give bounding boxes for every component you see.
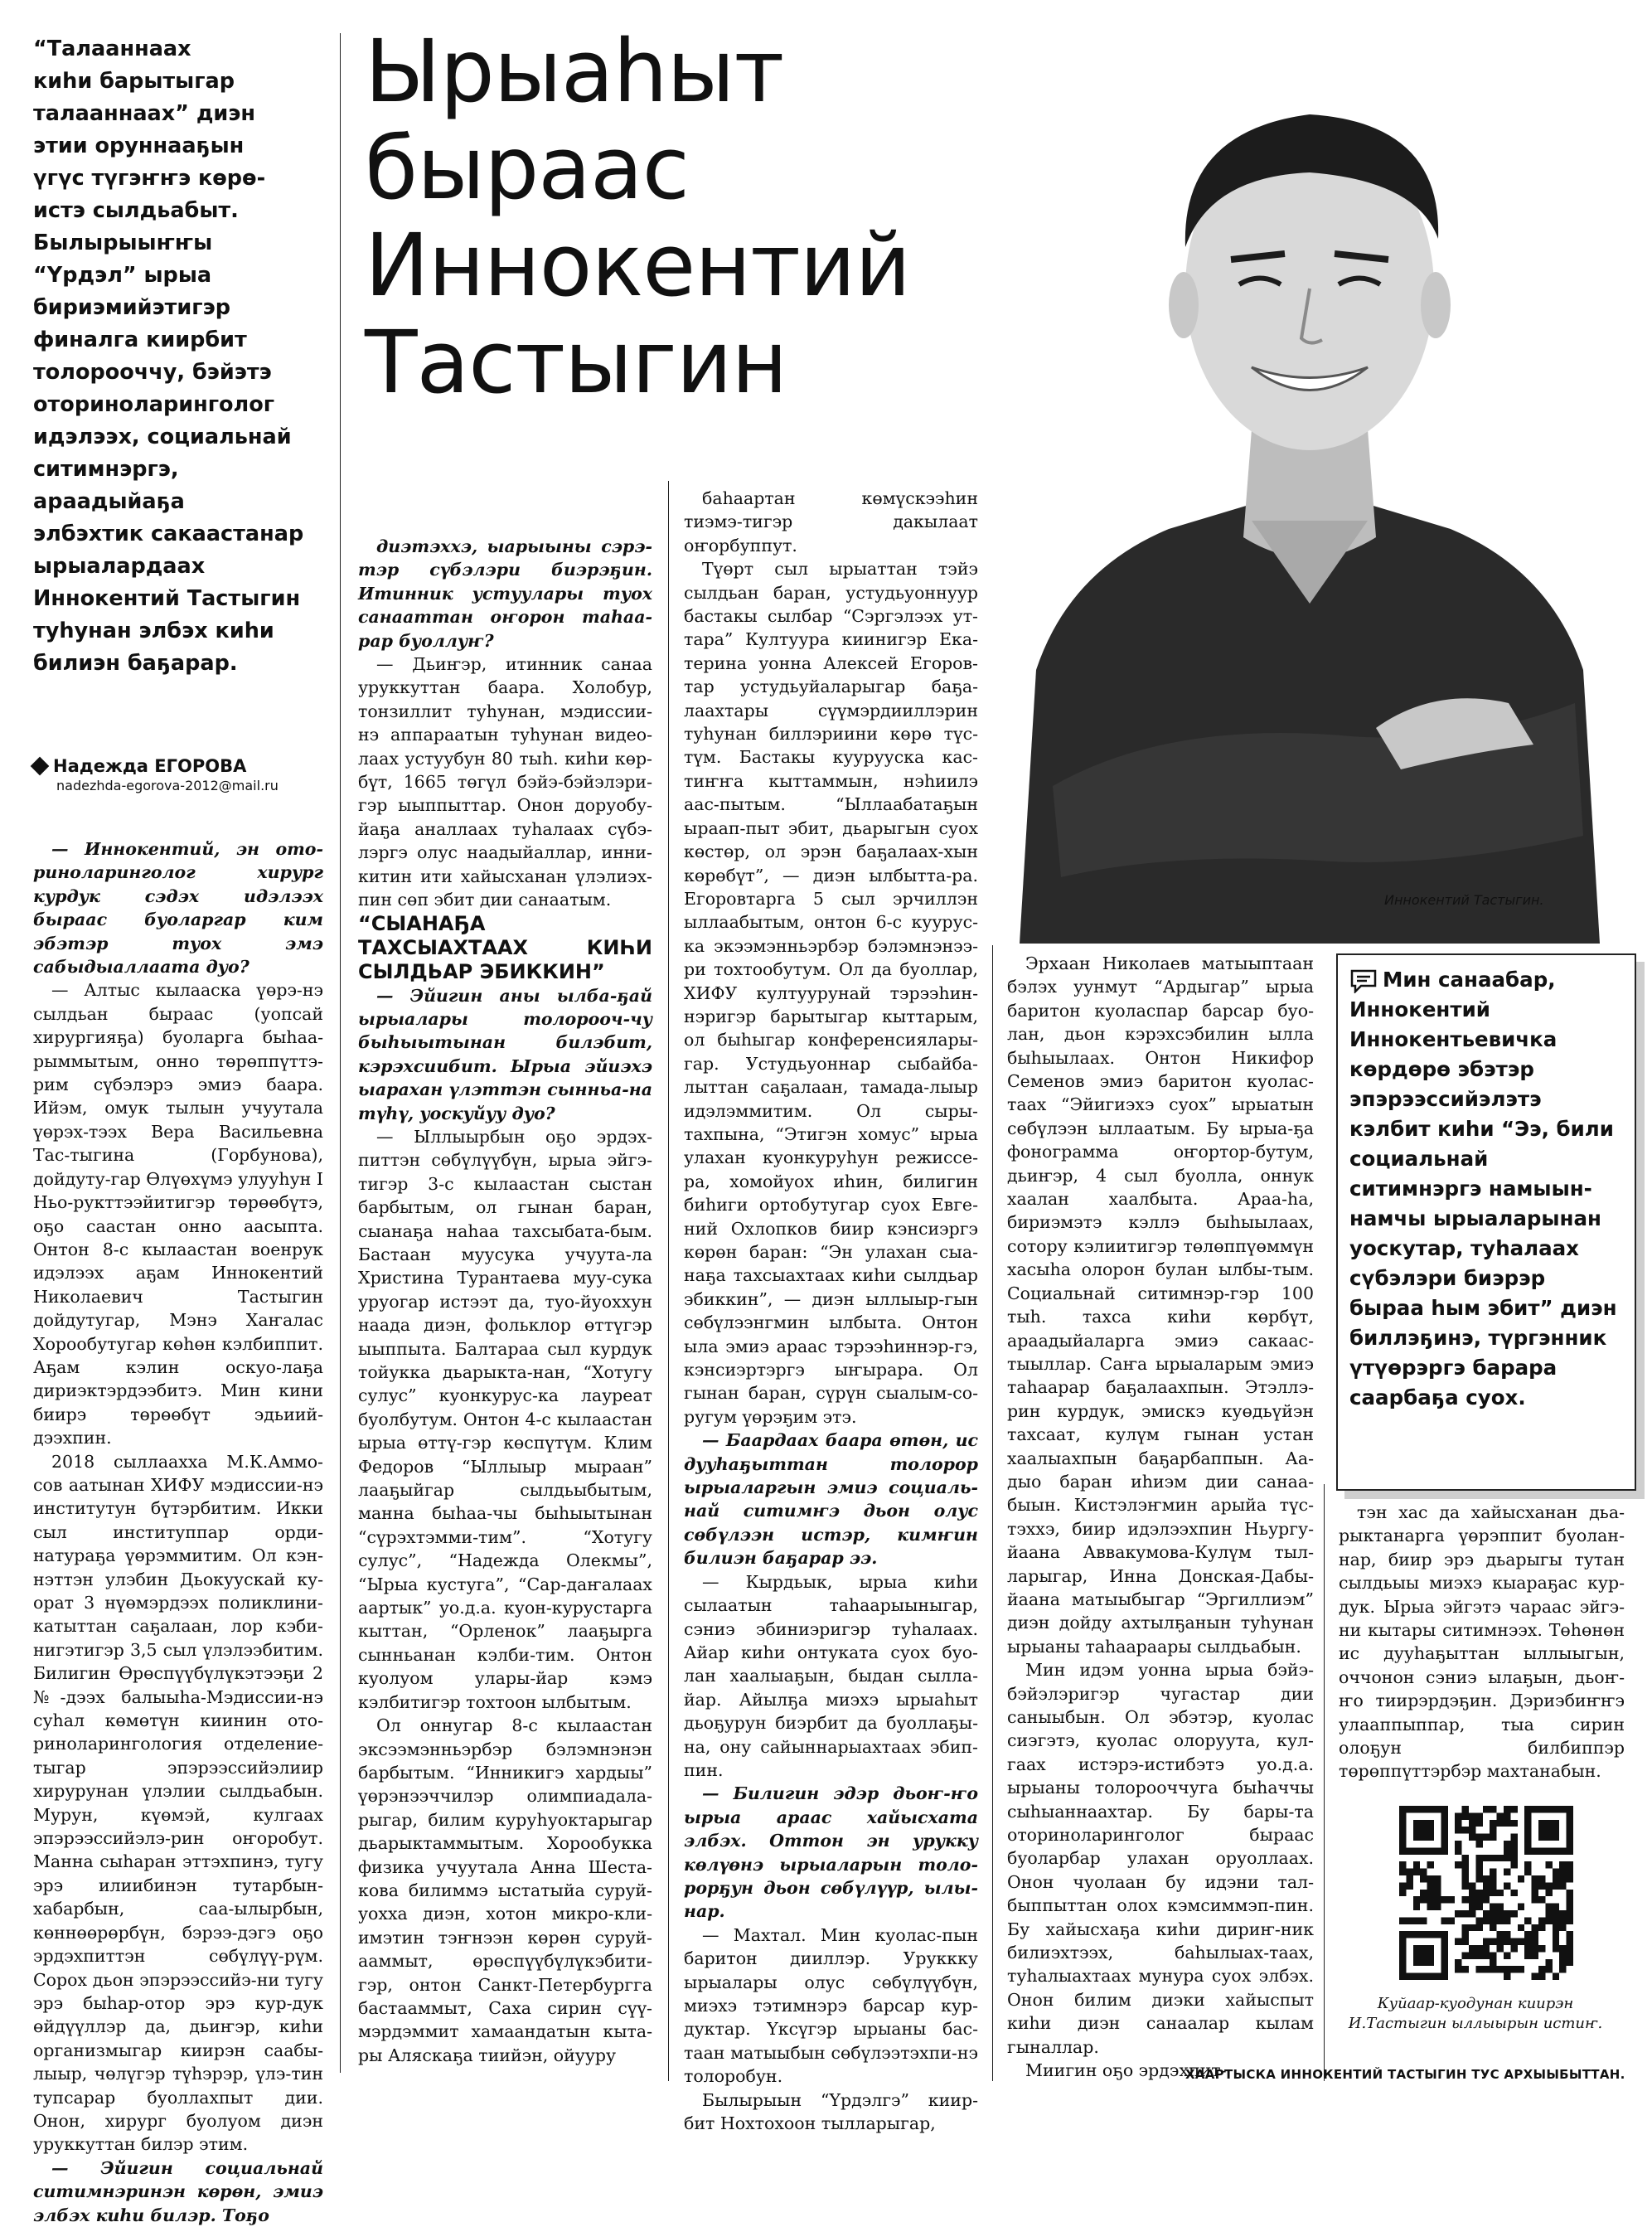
- lead-line: элбэхтик сакаастанар: [33, 522, 304, 546]
- headline-line-3: Иннокентий: [365, 215, 910, 316]
- author-byline: [33, 756, 323, 793]
- column-rule: [1324, 1484, 1325, 2081]
- lead-line: ситимнэргэ,: [33, 457, 179, 482]
- body-paragraph: — Алтыс кылааска үөрэ-нэ сылдьан быраас (уопсай хирургияҕа) буоларга быһаа-рыммытым, онно төрөппүттэ-рим сүбэлэрэ эмиэ баара. Ийэм, омук тылын учуутала үөрэх-тээх Вера Васильевна Тас-тыгина (Горбунова), дойдуту-гар Өлүөхүмэ улууһун I Ньо-рукттээйитигэр төрөөбүтэ, оҕо саастан онно аасыпта. Онтон 8-с кылаастан военрук идэлээх аҕам Иннокентий Николаевич Тастыгин дойдутугар, Мэнэ Хаҥалас Хорообутугар көһөн кэлбиппит. Аҕам кэлин оскуо-лаҕа дириэктэрдээбитэ. Мин кини биирэ төрөөбүт эдьиий-дээхпин.: [33, 980, 323, 1448]
- body-paragraph: — Кырдьык, ырыа киһи сылаатын таһаарыыныгар, сэниэ эбиниэригэр туһалаах. Айар киһи онтуката суох буо-лан хаалыаҕын, быдан сылла-йар. Айылҕа миэхэ ырыаһыт дьоҕурун биэрбит да буоллаҕы-на, ону сайыннарыахтаах эбип-пин.: [684, 1571, 978, 1780]
- qr-caption: Куйаар-куодунан киирэн И.Тастыгин ыллыырын истиҥ.: [1348, 1995, 1603, 2032]
- interview-question: — Баардаах баара өтөн, ис дууһаҕыттан толорор ырыаларгын эмиэ социаль-най ситимҥэ дьон олус сөбүлээн истэр, кимҥин билиэн баҕарар ээ.: [684, 1430, 978, 1569]
- photo-credit: ХААРТЫСКА ИННОКЕНТИЙ ТАСТЫГИН ТУС АРХЫЫБЫТТАН.: [1185, 2067, 1625, 2082]
- lead-line: бириэмийэтигэр: [33, 295, 230, 320]
- lead-line: билиэн баҕарар.: [33, 651, 238, 676]
- pull-quote-box: [1336, 953, 1636, 1491]
- text-column-2: [358, 535, 652, 2067]
- diamond-icon: [31, 757, 50, 776]
- body-paragraph: Мин идэм уонна ырыа бэйэ-бэйэлэригэр чугастар дии саныыбын. Ол эбэтэр, куолас сиэгэтэ, куолас олоруута, кул-гаах истэрэ-истибэтэ уо.д.а. ырыаны толорооччуга быһаччы сыһыаннаахтар. Бу бары-та оториноларинголог быраас буоларбар улахан оруоллаах. Онон чуолаан бу идэни тал-быппыттан олох кэмсиммэп-пин. Бу хайысхаҕа киһи дириҥ-ник билиэхтээх, баһылыах-таах, туһалыахтаах мунура суох элбэх. Онон билим диэки хайыспыт киһи диэн санаалар кылам гыналлар.: [1007, 1660, 1314, 2057]
- lead-line: талааннаах” диэн: [33, 101, 256, 126]
- text-column-3: [684, 487, 978, 2135]
- lead-line: “Үрдэл” ырыа: [33, 263, 212, 288]
- body-paragraph: — Ыллыырбын оҕо эрдэх-питтэн сөбүлүүбүн, ырыа эйгэ-тигэр 3-с кылаастан сыстан барбытым, ол гынан баран, сыанаҕа наһаа тахсыбата-бым. Бастаан муусука учуута-ла Христина Турантаева муу-сука уруогар истээт да, туо-йуоххун наада диэн, фольклор өттүгэр ыыппыта. Балтараа сыл курдук тойукка дьарыкта-нан, “Хотугу сулус” куонкурус-ка лауреат буолбутум. Онтон 4-с кылаастан ырыа өттү-гэр көспүтүм. Клим Федоров “Ыллыыр мыраан” лааҕыйгар сылдьыбытым, манна быһаа-чы быһыытынан “сүрэхтэмми-тим”. “Хотугу сулус”, “Надежда Олекмы”, “Ырыа кустуга”, “Сар-даҥалаах аартык” уо.д.а. куон-курустарга кыттан, “Орленок” лааҕырга сынньанан кэлби-тим. Онтон куолуом улары-йар кэмэ кэлбитигэр тохтоон ылбытым.: [358, 1126, 652, 1712]
- lead-line: истэ сылдьабыт.: [33, 198, 239, 223]
- text-column-4: [1007, 952, 1314, 2083]
- lead-line: Былырыыҥҥы: [33, 230, 213, 255]
- column-rule: [340, 33, 341, 2073]
- headline-line-2: быраас: [365, 118, 689, 219]
- lead-line: ырыалардаах: [33, 554, 206, 579]
- body-paragraph: Түөрт сыл ырыаттан тэйэ сылдьан баран, устудьуоннуур бастакы сылбар “Сэргэлээх ут-тара” Култуура киинигэр Ека-терина уонна Алексей Егоров-тар устудьуйаларыгар баҕа-лаахтары сүүмэрдииллэрин туһунан биллэриини көрө түс-түм. Бастакы куурууска кас-тиҥҥа кыттаммын, нэһиилэ аас-пытым. “Ыллаабатаҕын ыраап-пыт эбит, дьарыгын суох көстөр, ол эрэн баҕалаах-хын көрөбүт”, — диэн ылбытта-ра. Егоровтарга 5 сыл эрчиллэн ыллаабытым, онтон 6-с куурус-ка экээмэнньэрбэр бэлэмнэнээ-ри тохтообутум. Ол да буоллар, ХИФУ култуурунай тэрээһин-нэригэр барытыгар кыттарым, ол быһыгар конференсиялары-гар. Устудьуоннар сыбайба-лыттан саҕалаан, тамада-лыыр идэлэммитим. Ол сыры-тахпына, “Этигэн хомус” ырыа улахан куонкуруһун режиссе-ра, хомойуох иһин, билигин биһиги ортобутугар суох Евге-ний Охлопков биир кэнсиэргэ көрөн баран: “Эн улахан сыа-наҕа тахсыахтаах киһи сылдьар эбиккин”, — диэн ыллыыр-гын сөбүлээнгмин ылбыта. Онтон ыла эмиэ араас тэрээһиннэр-гэ, кэнсиэртэргэ ыҥырара. Ол гынан баран, сүрүн сыалым-со-ругум үөрэҕим этэ.: [684, 559, 978, 1427]
- interview-question: — Билигин эдэр дьоҥ-ҥо ырыа араас хайысхата элбэх. Оттон эн урукку көлүөнэ ырыаларын толо-рорҕун дьон сөбүлүүр, ылы-нар.: [684, 1783, 978, 1922]
- body-paragraph: Миигин оҕо эрдэхпит-: [1025, 2060, 1227, 2081]
- text-column-2a: [358, 535, 652, 912]
- interview-question: диэтэххэ, ыарыыны сэрэ-тэр сүбэлэри биэрэҕин. Итинник устуулары туох санааттан оҥорон таһаа-рар буоллуҥ?: [358, 536, 652, 651]
- portrait-photo: [1003, 40, 1616, 944]
- author-name: Надежда ЕГОРОВА: [53, 756, 247, 776]
- author-email: nadezhda-egorova-2012@mail.ru: [56, 778, 279, 793]
- lead-line: киһи барытыгар: [33, 69, 235, 94]
- lead-line: этии оруннааҕын: [33, 133, 245, 158]
- headline-line-1: Ырыаһыт: [365, 21, 784, 122]
- text-column-1: [33, 837, 323, 2227]
- lead-line: оториноларинголог: [33, 392, 275, 417]
- body-paragraph: 2018 сыллаахха М.К.Аммо-сов аатынан ХИФУ мэдиссии-нэ институтун бүтэрбитим. Икки сыл институппар орди-натураҕа үөрэммитим. Ол кэн-нэттэн улэбин Дьокуускай ку-орат 3 нүөмэрдээх поликлини-катыттан саҕалаан, лор кэби-нигэтигэр 3,5 сыл үлэлээбитим. Билигин Өрөспүүбүлүкэтээҕи 2 №-дээх балыыһа-Мэдиссии-нэ суһал көмөтүн киинин ото-риноларингология отделение-тыгар эпэрээссийэлиир хирурунан үлэлии сылдьабын. Мурун, күөмэй, кулгаах эпэрээссийэлэ-рин оҥоробут. Манна сыһаран эттэхпинэ, тугу эрэ илиибинэн тутарбын-хабарбын, саа-ылырбын, көннөөрөрбүн, бэрээ-дэгэ оҕо эрдэхпиттэн сөбүлүү-рүм. Сорох дьон эпэрээссийэ-ни тугу эрэ быһар-отор эрэ кур-дук өйдүүллэр да, дьиҥэр, киһи организмыгар киирэн саабы-лыыр, чөлүгэр түһэрэр, үлэ-тин тупсарар буоллахпыт дии. Онон, хирург буолуом диэн уруккуттан билэр этим.: [33, 1451, 323, 2155]
- photo-caption: Иннокентий Тастыгин.: [1384, 892, 1544, 908]
- pull-quote-text: Мин санаабар, Иннокентий Иннокентьевичка көрдөрө эбэтэр эпэрээссийэлэтэ кэлбит киһи “Ээ, били социальнай ситимнэргэ намыын-намчы ырыаларынан уоскутар, туһалаах сүбэлэри биэрэр быраа һым эбит” диэн биллэҕинэ, түргэнник үтүөрэргэ барара саарбаҕа суох.: [1349, 968, 1617, 1409]
- body-paragraph: Ол оннугар 8-с кылаастан эксээмэнньэрбэр бэлэмнэнэн барбытым. “Инникигэ хардыы” үөрэнээччилэр олимпиадала-рыгар, билим куруһуоктарыгар дьарыктаммытым. Хорообукка физика учуутала Анна Шеста-кова билиммэ ыстатыйа суруй-уоххa диэн, хотон микро-кли-имэтин тэҥнээн көрөн суруй-ааммыт, өрөспүүбүлүкэбити-гэр, онтон Санкт-Петербургга бастааммыт, Саха сирин сүү-мэрдэммит хамаандатын кыта-ры Аляскаҕа тиийэн, ойууру: [358, 1715, 652, 2065]
- body-paragraph: — Махтал. Мин куолас-пын баритон дииллэр. Уруккку ырыалары олус сөбүлүүбүн, миэхэ тэтимнэрэ барсар кур-дуктар. Үксүгэр ырыаны бас-таан матыыбын сөбүлээтэхпи-нэ толоробун.: [684, 1924, 978, 2087]
- lead-line: үгүс түгэҥҥэ көрө-: [33, 166, 266, 191]
- interview-question: — Эйигин социальнай ситимнэринэн көрөн, эмиэ элбэх киһи билэр. Тоҕо: [33, 2157, 323, 2225]
- section-subhead: “СЫАНАҔА ТАХСЫАХТААХ КИҺИ СЫЛДЬАР ЭБИККИН”: [358, 911, 652, 983]
- body-paragraph: Эрхаан Николаев матыыптаан бэлэх уунмут “Ардыгар” ырыа баритон куоласпар барсар буо-лан, дьон кэрэхсэбилин ылла быһыылаах. Онтон Никифор Семенов эмиэ баритон куолас-таах “Эйигиэхэ суох” ырыатын сөбүлээн ыллаатым. Бу ырыа-ҕа фонограмма оҥортор-бутум, дьиҥэр, 4 сыл буолла, оннук хаалан хаалбыта. Араа-һа, бириэмэтэ кэллэ быһыылаах, сотору кэлиитигэр төлөппүөммүн хасыһа олорон булан ылбы-тым. Социальнай ситимнэр-гэр 100 тыһ. тахса киһи көрбүт, араадыйаларга эмиэ сакаас-тыыллар. Саҥа ырыаларым эмиэ таһаарар баҕалаахпын. Этэллэ-рин курдук, эмискэ куөдьүйэн тахсаат, кулүм гынан устан хаалыахпын баҕарбаппын. Аа-дыо баран иһиэм дии санаа-быын. Кистэлэҥмин арыйа түс-тэххэ, биир идэлээхпин Ньургу-йаана Аввакумова-Кулүм тыл-ларыгар, Инна Донская-Дабы-йаана матыыбыгар “Эргиллиэм” диэн дойду ахтылҕанын туһунан ырыаны таһаараары сылдьабын.: [1007, 953, 1314, 1657]
- interview-question: — Эйигин аны ылба-ҕай ырыалары толорооч-чу быһыытынан билэбит, кэрэхсиибит. Ырыа эйиэхэ ыарахан үлэттэн сынньа-на түһү, уоскуйуу дуо?: [358, 985, 652, 1123]
- body-paragraph: баһаартан көмүскээһин тиэмэ-тигэр дакылаат оҥорбуппут.: [684, 488, 978, 556]
- lead-line: араадыйаҕа: [33, 489, 185, 514]
- column-rule: [668, 481, 669, 2081]
- text-column-5: [1339, 1501, 1625, 1783]
- headline-line-4: Тастыгин: [365, 312, 787, 413]
- interview-question: — Иннокентий, эн ото-риноларинголог хирург курдук сэдэх идэлээх быраас буоларгар ким эбэтэр туох эмэ сабыдыаллаата дуо?: [33, 839, 323, 978]
- lead-line: туһунан элбэх киһи: [33, 619, 274, 643]
- body-paragraph: — Дьиҥэр, итинник санаа уруккуттан баара. Холобур, тонзиллит туһунан, мэдиссии-нэ аппараатын туһунан видео-лаах устуубун 80 тыһ. киһи көр-бүт, 1665 төгүл бэйэ-бэйэлэри-гэр ыыппыттар. Онон доруобу-йаҕа аналлаах туһалаах сүбэ-лэргэ олус наадыйаллар, инни-китин ити хайысханан үлэлиэх-пин сөп эбит дии санаатым.: [358, 654, 652, 910]
- lead-line: Иннокентий Тастыгин: [33, 586, 301, 611]
- text-column-2b: [358, 984, 652, 2068]
- lead-paragraph: [33, 33, 323, 680]
- lead-line: “Талааннаах: [33, 36, 191, 61]
- column-rule: [992, 945, 993, 2081]
- body-paragraph: Былырыын “Үрдэлгэ” киир-бит Нохтохоон тылларыгар,: [684, 2089, 978, 2134]
- headline: [365, 23, 995, 411]
- speech-bubble-icon: [1349, 968, 1378, 993]
- lead-line: идэлээх, социальнай: [33, 425, 292, 449]
- body-paragraph: тэн хас да хайысханан дьа-рыктанарга үөрэппит буолан-нар, биир эрэ дьарыгы тутан сылдьыы миэхэ кыараҕас кур-дук. Ырыа эйгэтэ чараас эйгэ-ни кытары ситимнээх. Төһөнөн ис дууһаҕыттан ыллыыгын, оччонон сэниэ ылаҕын, дьоҥ-ҥо тиирэрдэҕин. Дэриэбиҥҥэ улааппыппар, тыа сирин олоҕун билбиппэр төрөппүттэрбэр махтанабын.: [1339, 1502, 1625, 1782]
- qr-code-icon[interactable]: [1399, 1806, 1573, 1980]
- lead-line: толорооччу, бэйэтэ: [33, 360, 272, 385]
- lead-line: финалга киирбит: [33, 328, 247, 352]
